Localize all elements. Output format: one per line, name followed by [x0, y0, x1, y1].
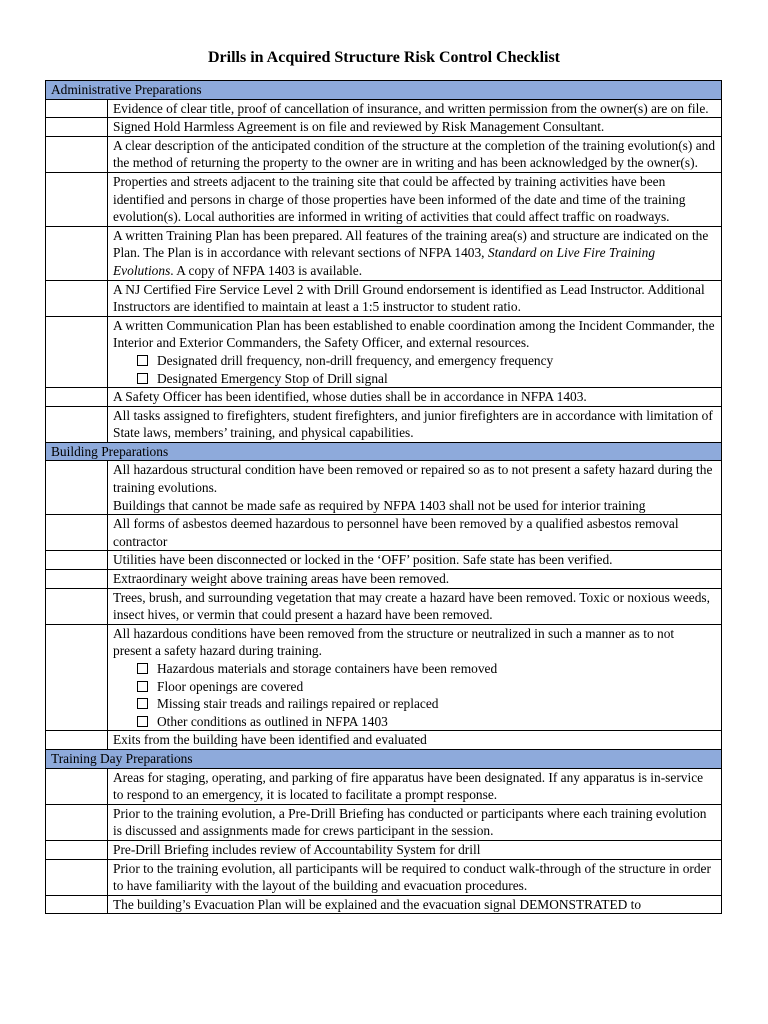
section-header — [46, 442, 722, 461]
item-text: Evidence of clear title, proof of cancellation of insurance, and written permission from the owner(s) are on file. — [113, 100, 709, 116]
sub-item-label: Floor openings are covered — [157, 678, 304, 694]
checklist-row — [46, 99, 722, 118]
item-text: All hazardous conditions have been removed from the structure or neutralized in such a manner as to not present a safety hazard during training. — [113, 625, 675, 659]
sub-item-label: Other conditions as outlined in NFPA 1403 — [157, 713, 388, 729]
check-cell[interactable] — [46, 840, 108, 859]
document-title: Drills in Acquired Structure Risk Control Checklist — [207, 49, 561, 66]
checklist-item-text — [108, 731, 722, 750]
checklist-item-text — [108, 570, 722, 589]
checkbox-icon[interactable] — [137, 355, 148, 366]
item-text: All hazardous structural condition have been removed or repaired so as to not present a safety hazard during the training evolutions. — [113, 462, 713, 496]
checklist-item-text — [108, 624, 722, 731]
sub-checklist-item — [113, 713, 716, 731]
check-cell[interactable] — [46, 406, 108, 442]
check-cell[interactable] — [46, 316, 108, 387]
item-text-part: A written Training Plan has been prepared. All features of the training area(s) and structure are indicated on the Plan. The Plan is in accordance with relevant sections of NFPA 1403, — [113, 227, 709, 261]
checklist-row — [46, 895, 722, 913]
sub-item-label: Designated Emergency Stop of Drill signal — [157, 370, 388, 386]
checklist-row — [46, 731, 722, 750]
checklist-row — [46, 316, 722, 387]
item-text: Exits from the building have been identified and evaluated — [113, 732, 427, 748]
checklist-item-text — [108, 588, 722, 624]
sub-checklist-item — [113, 660, 716, 678]
checklist-item-text — [108, 316, 722, 387]
check-cell[interactable] — [46, 172, 108, 226]
section-header — [46, 749, 722, 768]
item-text: Areas for staging, operating, and parking of fire apparatus have been designated. If any apparatus is in-service to respond to an emergency, it is located to facilitate a prompt response. — [113, 769, 704, 803]
checkbox-icon[interactable] — [137, 698, 148, 709]
sub-item-label: Missing stair treads and railings repaired or replaced — [157, 696, 439, 712]
check-cell[interactable] — [46, 731, 108, 750]
checklist-row — [46, 804, 722, 840]
checklist-row — [46, 388, 722, 407]
check-cell[interactable] — [46, 515, 108, 551]
checklist-item-text — [108, 895, 722, 913]
item-text: A Safety Officer has been identified, whose duties shall be in accordance in NFPA 1403. — [113, 389, 587, 405]
checklist-row — [46, 461, 722, 515]
checklist-item-text — [108, 136, 722, 172]
checklist-row — [46, 406, 722, 442]
item-text-part: . A copy of NFPA 1403 is available. — [170, 262, 363, 278]
checklist-row — [46, 859, 722, 895]
checklist-item-text — [108, 226, 722, 280]
risk-control-checklist-table — [45, 80, 722, 914]
item-text: Extraordinary weight above training areas have been removed. — [113, 571, 450, 587]
checklist-row — [46, 280, 722, 316]
item-text: A NJ Certified Fire Service Level 2 with Drill Ground endorsement is identified as Lead Instructor. Additional Instructors are identified to maintain at least a 1:5 instructor to student ratio. — [113, 281, 705, 315]
checklist-item-text — [108, 118, 722, 137]
section-title: Building Preparations — [46, 442, 722, 461]
checkbox-icon[interactable] — [137, 373, 148, 384]
check-cell[interactable] — [46, 551, 108, 570]
check-cell[interactable] — [46, 570, 108, 589]
standard-title-italic: Standard on Live Fire Training Evolutions — [113, 245, 656, 278]
item-text: All tasks assigned to firefighters, student firefighters, and junior firefighters are in accordance with limitation of State laws, members’ training, and physical capabilities. — [113, 407, 713, 441]
checklist-row — [46, 551, 722, 570]
check-cell[interactable] — [46, 280, 108, 316]
checklist-item-text — [108, 768, 722, 804]
section-title: Training Day Preparations — [46, 749, 722, 768]
checklist-row — [46, 840, 722, 859]
check-cell[interactable] — [46, 99, 108, 118]
section-header — [46, 81, 722, 100]
item-text: The building’s Evacuation Plan will be explained and the evacuation signal DEMONSTRATED to — [113, 896, 642, 912]
item-text: Trees, brush, and surrounding vegetation that may create a hazard have been removed. Toxic or noxious weeds, insect hives, or vermin that could present a hazard have been removed. — [113, 589, 710, 623]
checklist-item-text — [108, 172, 722, 226]
check-cell[interactable] — [46, 588, 108, 624]
checklist-item-text — [108, 388, 722, 407]
checklist-item-text — [108, 551, 722, 570]
check-cell[interactable] — [46, 388, 108, 407]
check-cell[interactable] — [46, 118, 108, 137]
item-text: A written Communication Plan has been established to enable coordination among the Incident Commander, the Interior and Exterior Commanders, the Safety Officer, and external resources. — [113, 317, 715, 351]
checklist-row — [46, 588, 722, 624]
checklist-row — [46, 570, 722, 589]
sub-checklist-item — [113, 678, 716, 696]
sub-item-label: Designated drill frequency, non-drill frequency, and emergency frequency — [157, 352, 554, 368]
checklist-row — [46, 624, 722, 731]
check-cell[interactable] — [46, 624, 108, 731]
sub-checklist-item — [113, 370, 716, 388]
check-cell[interactable] — [46, 768, 108, 804]
checklist-item-text — [108, 461, 722, 515]
check-cell[interactable] — [46, 895, 108, 913]
checklist-row — [46, 172, 722, 226]
checkbox-icon[interactable] — [137, 681, 148, 692]
checkbox-icon[interactable] — [137, 716, 148, 727]
checklist-item-text — [108, 406, 722, 442]
item-text: Pre-Drill Briefing includes review of Accountability System for drill — [113, 841, 481, 857]
check-cell[interactable] — [46, 461, 108, 515]
checklist-row — [46, 226, 722, 280]
item-text: Properties and streets adjacent to the training site that could be affected by training activities have been identified and persons in charge of those properties have been informed of the date and time of the training evolution(s). Local authorities are informed in writing of activities that could affect traffic on roadways. — [113, 173, 686, 225]
item-text: Prior to the training evolution, all participants will be required to conduct walk-through of the structure in order to have familiarity with the layout of the building and evacuation procedures. — [113, 860, 711, 894]
checklist-item-text — [108, 515, 722, 551]
check-cell[interactable] — [46, 804, 108, 840]
item-text: Utilities have been disconnected or locked in the ‘OFF’ position. Safe state has been verified. — [113, 552, 613, 568]
sub-item-label: Hazardous materials and storage containers have been removed — [157, 661, 498, 676]
checklist-item-text — [108, 804, 722, 840]
checklist-item-text — [108, 859, 722, 895]
checklist-row — [46, 515, 722, 551]
checklist-item-text — [108, 280, 722, 316]
check-cell[interactable] — [46, 226, 108, 280]
item-text: A clear description of the anticipated condition of the structure at the completion of the training evolution(s) and the method of returning the property to the owner are in writing and has been acknowledged by the owner(s). — [113, 137, 716, 171]
checklist-item-text — [108, 99, 722, 118]
item-text: Signed Hold Harmless Agreement is on file and reviewed by Risk Management Consultant. — [113, 119, 605, 135]
item-text: All forms of asbestos deemed hazardous to personnel have been removed by a qualified asbestos removal contractor — [113, 516, 679, 549]
section-title: Administrative Preparations — [46, 81, 722, 100]
checklist-item-text — [108, 840, 722, 859]
checkbox-icon[interactable] — [137, 663, 148, 674]
item-note: Buildings that cannot be made safe as required by NFPA 1403 shall not be used for interior training — [113, 497, 646, 513]
checklist-row — [46, 118, 722, 137]
sub-checklist-item — [113, 695, 716, 713]
checklist-row — [46, 768, 722, 804]
check-cell[interactable] — [46, 136, 108, 172]
check-cell[interactable] — [46, 859, 108, 895]
item-text: Prior to the training evolution, a Pre-Drill Briefing has conducted or participants where each training evolution is discussed and assignments made for crews participant in the session. — [113, 805, 707, 839]
checklist-row — [46, 136, 722, 172]
sub-checklist-item — [113, 352, 716, 370]
